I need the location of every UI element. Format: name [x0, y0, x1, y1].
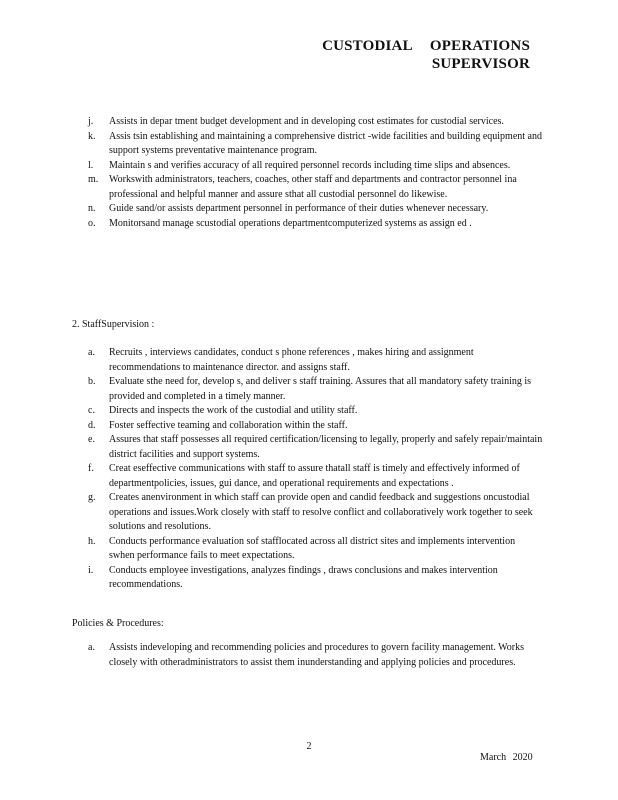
list-item: o. Monitorsand manage scustodial operations departmentcomputerized systems as assign ed . [88, 217, 472, 229]
list-item: a. Assists indeveloping and recommending policies and procedures to govern facility management. Works closely with otheradministrators to assist them inunderstanding and applying policies and procedures. [88, 642, 525, 668]
section-heading-staff-supervision: 2. StaffSupervision : [72, 319, 155, 330]
list-item: k. Assis tsin establishing and maintaining a comprehensive district -wide facilities and building equipment and support systems preventative maintenance program. [88, 130, 542, 156]
title-line-2: SUPERVISOR [431, 56, 530, 72]
policies-list [88, 641, 543, 670]
list-item: i. Conducts employee investigations, analyzes findings , draws conclusions and makes intervention recommendations. [88, 564, 498, 590]
section-heading-policies: Policies & Procedures: [72, 618, 164, 629]
title-line-1: CUSTODIAL OPERATIONS [322, 38, 530, 54]
list-item: l. Maintain s and verifies accuracy of all required personnel records including time slips and absences. [88, 159, 511, 171]
list-item: h. Conducts performance evaluation sof stafflocated across all district sites and implements intervention swhen performance fails to meet expectations. [88, 535, 516, 561]
list-item: m. Workswith administrators, teachers, coaches, other staff and departments and contractor personnel ina professional and helpful manner and assure sthat all custodial personnel do likewise. [88, 174, 517, 200]
list-item: f. Creat eseffective communications with staff to assure thatall staff is timely and effectively informed of departmentpolicies, issues, gui dance, and operational requirements and expectations . [88, 463, 520, 489]
list-item: g. Creates anenvironment in which staff can provide open and candid feedback and suggestions oncustodial operations and issues.Work closely with staff to resolve conflict and collaboratively work together to seek solutions and resolutions. [88, 492, 533, 532]
duties-list-continued [88, 115, 543, 231]
list-item: n. Guide sand/or assists department personnel in performance of their duties whenever necessary. [88, 203, 489, 214]
staff-supervision-list [88, 346, 543, 593]
list-item: d. Foster seffective teaming and collaboration within the staff. [88, 419, 348, 431]
footer-date: March 2020 [480, 752, 533, 763]
list-item: e. Assures that staff possesses all required certification/licensing to legally, properly and safely repair/maintain district facilities and support systems. [88, 434, 543, 460]
list-item: c. Directs and inspects the work of the custodial and utility staff. [88, 405, 358, 416]
list-item: b. Evaluate sthe need for, develop s, and deliver s staff training. Assures that all mandatory safety training is provided and completed in a timely manner. [88, 376, 532, 402]
document-title [300, 37, 530, 73]
list-item: a. Recruits , interviews candidates, conduct s phone references , makes hiring and assignment recommendations to maintenance director. and assigns staff. [88, 347, 474, 373]
list-item: j. Assists in depar tment budget development and in developing cost estimates for custodial services. [88, 116, 504, 127]
page-number: 2 [306, 741, 312, 752]
